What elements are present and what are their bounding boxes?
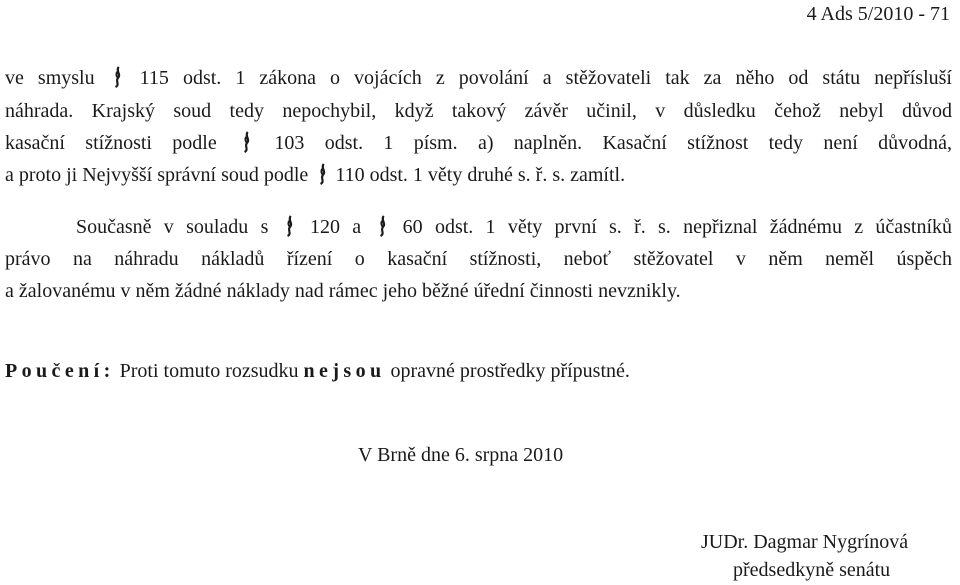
signatory-name: JUDr. Dagmar Nygrínová [701,531,909,553]
paragraph-1-line-1: ve smyslu 115 odst. 1 zákona o vojácích z povolání a stěžovateli tak za něho od státu nepřísluší [5,67,952,89]
pouceni-line: Poučení: Proti tomuto rozsudku nejsou opravné prostředky přípustné. [5,360,630,382]
pouceni-label: Poučení: [5,360,115,382]
pouceni-emphasis: nejsou [303,360,386,382]
section-sign-icon [317,162,327,186]
section-sign-icon [241,130,251,154]
case-number: 4 Ads 5/2010 - 71 [806,3,950,25]
paragraph-2-line-2: právo na náhradu nákladů řízení o kasační stížnosti, neboť stěžovatel v něm neměl úspěch [5,248,952,270]
place-and-date: V Brně dne 6. srpna 2010 [358,444,564,466]
signatory-title: předsedkyně senátu [733,559,891,581]
paragraph-1-line-4: a proto ji Nejvyšší správní soud podle 110 odst. 1 věty druhé s. ř. s. zamítl. [5,164,626,186]
section-sign-icon [377,214,387,238]
section-sign-icon [112,65,122,89]
paragraph-1-line-3: kasační stížnosti podle 103 odst. 1 písm. a) naplněn. Kasační stížnost tedy není důvodná, [5,132,953,154]
paragraph-2-line-3: a žalovanému v něm žádné náklady nad rámec jeho běžné úřední činnosti nevznikly. [5,280,681,302]
paragraph-2-line-1: Současně v souladu s 120 a 60 odst. 1 věty první s. ř. s. nepřiznal žádnému z účastníků [76,216,953,238]
section-sign-icon [284,214,294,238]
paragraph-1-line-2: náhrada. Krajský soud tedy nepochybil, když takový závěr učinil, v důsledku čehož nebyl důvod [5,100,952,122]
